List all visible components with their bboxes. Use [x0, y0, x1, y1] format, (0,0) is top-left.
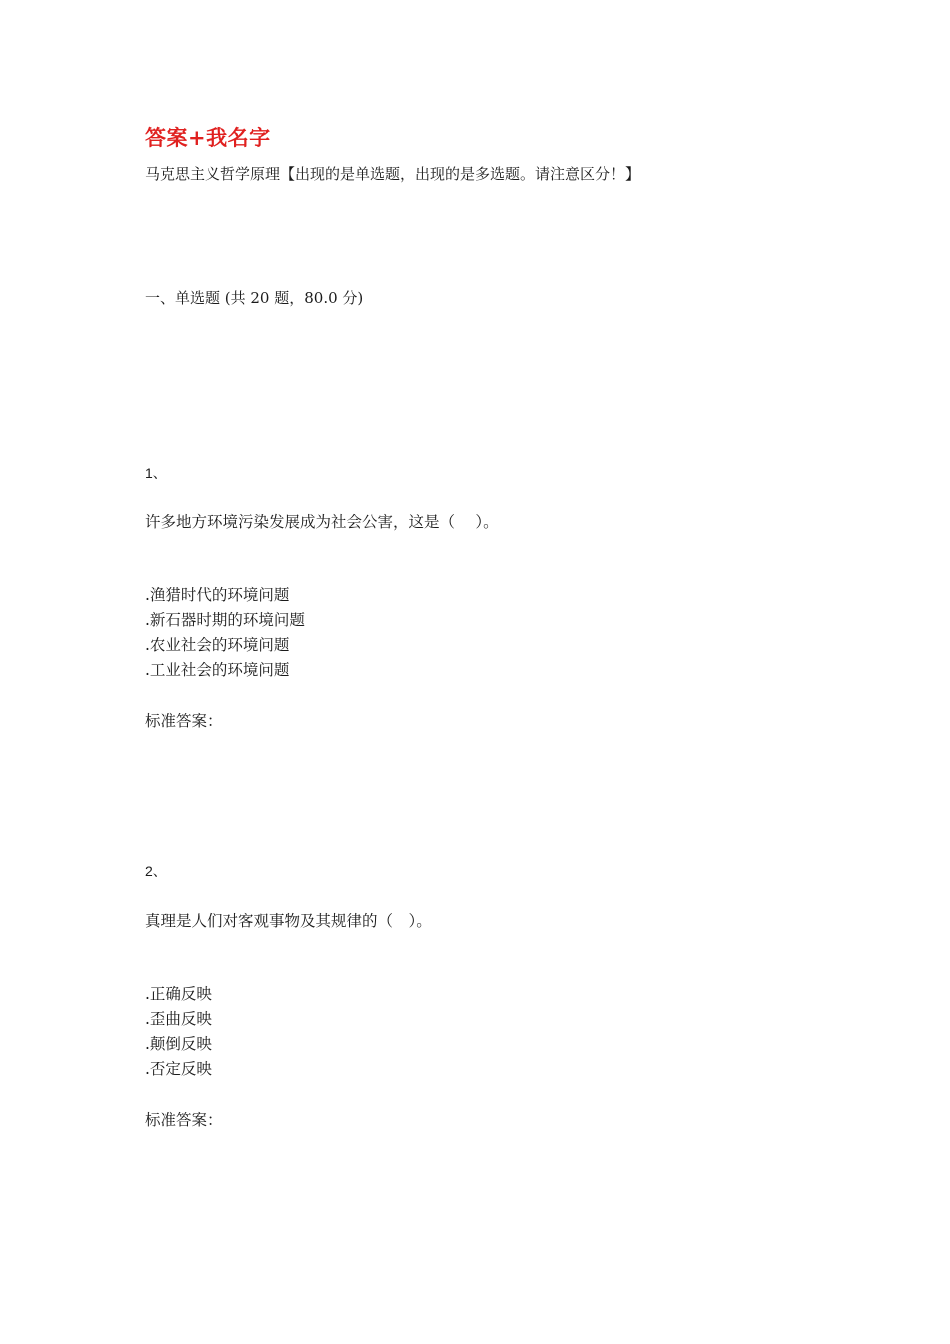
question-number: 1、	[145, 465, 167, 481]
option-item: .否定反映	[145, 1060, 212, 1078]
answer-label: 标准答案：	[145, 712, 223, 730]
option-item: .新石器时期的环境问题	[145, 611, 305, 629]
document-title: 答案+我名字	[145, 125, 271, 150]
option-item: .歪曲反映	[145, 1010, 212, 1028]
answer-label: 标准答案：	[145, 1111, 223, 1129]
section-heading: 一、单选题 (共 20 题，80.0 分)	[145, 289, 364, 307]
option-item: .渔猎时代的环境问题	[145, 586, 290, 604]
option-item: .颠倒反映	[145, 1035, 212, 1053]
option-item: .工业社会的环境问题	[145, 661, 290, 679]
document-subtitle: 马克思主义哲学原理【出现的是单选题，出现的是多选题。请注意区分！】	[145, 165, 641, 183]
question-number: 2、	[145, 863, 167, 879]
option-list	[145, 583, 305, 683]
question-text: 真理是人们对客观事物及其规律的（ ）。	[145, 912, 432, 930]
option-item: .正确反映	[145, 985, 212, 1003]
option-item: .农业社会的环境问题	[145, 636, 290, 654]
option-list	[145, 982, 212, 1082]
question-text: 许多地方环境污染发展成为社会公害，这是（ ）。	[145, 513, 499, 531]
